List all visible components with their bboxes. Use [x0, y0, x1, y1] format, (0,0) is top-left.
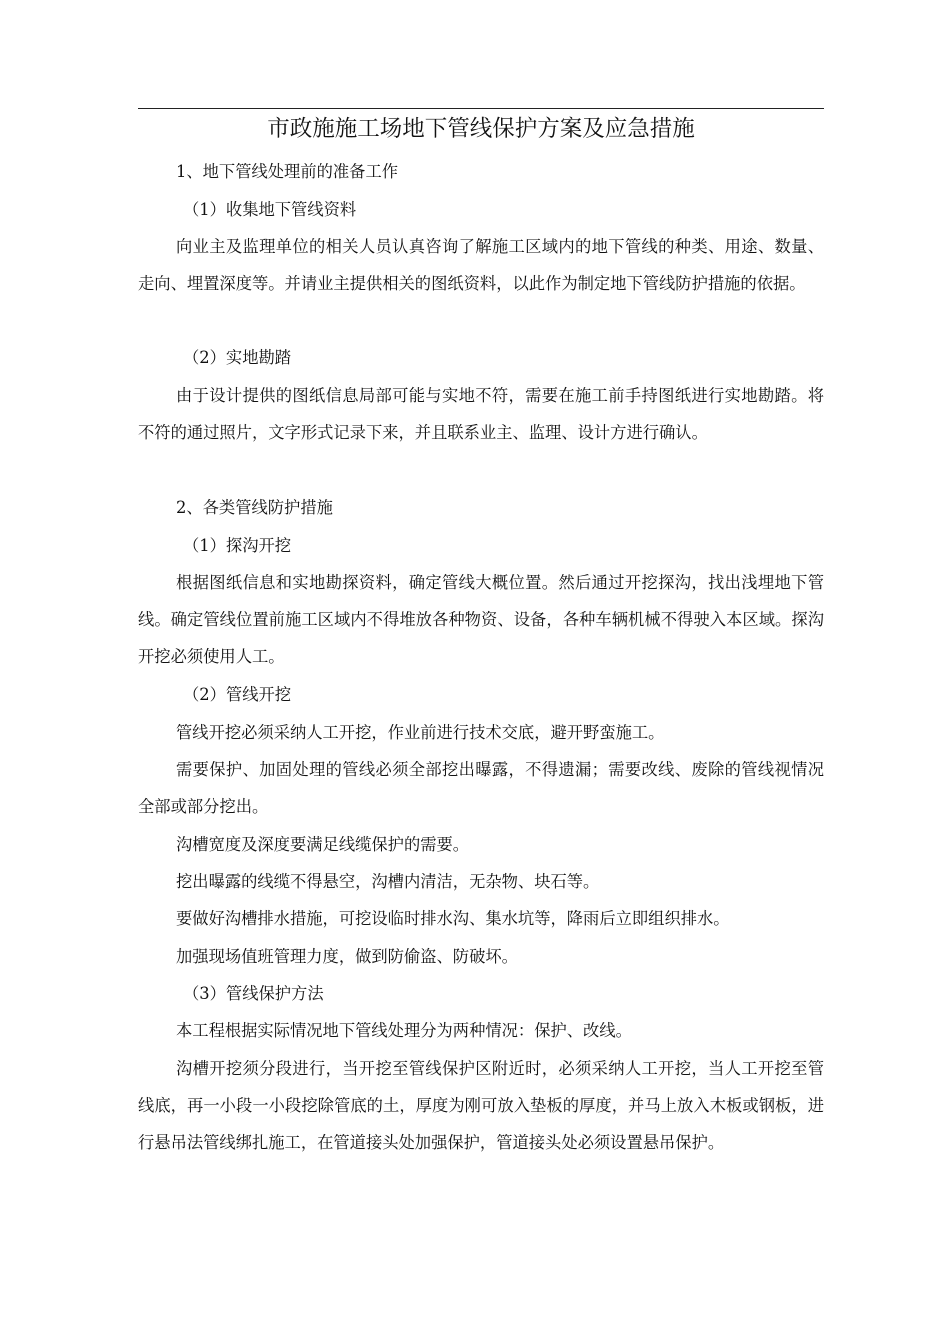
paragraph: 管线开挖必须采纳人工开挖，作业前进行技术交底，避开野蛮施工。: [176, 723, 665, 742]
document-title: 市政施施工场地下管线保护方案及应急措施: [267, 116, 695, 142]
subsection-heading: （1）收集地下管线资料: [183, 200, 357, 219]
paragraph: 沟槽开挖须分段进行，当开挖至管线保护区附近时，必须采纳人工开挖，当人工开挖至管线底，再一小段一小段挖除管底的土，厚度为刚可放入垫板的厚度，并马上放入木板或钢板，进行悬吊法管线绑扎施工，在管道接头处加强保护，管道接头处必须设置悬吊保护。: [138, 1059, 824, 1152]
paragraph: 沟槽宽度及深度要满足线缆保护的需要。: [176, 835, 470, 854]
paragraph: 要做好沟槽排水措施，可挖设临时排水沟、集水坑等，降雨后立即组织排水。: [176, 909, 730, 928]
paragraph: 本工程根据实际情况地下管线处理分为两种情况：保护、改线。: [176, 1021, 632, 1040]
subsection-heading: （3）管线保护方法: [183, 984, 324, 1003]
paragraph: 由于设计提供的图纸信息局部可能与实地不符，需要在施工前手持图纸进行实地勘踏。将不符的通过照片，文字形式记录下来，并且联系业主、监理、设计方进行确认。: [138, 386, 824, 442]
paragraph: 挖出曝露的线缆不得悬空，沟槽内清洁，无杂物、块石等。: [176, 872, 600, 891]
header-rule: [138, 108, 824, 109]
section-heading: 1、地下管线处理前的准备工作: [176, 162, 399, 181]
paragraph: 加强现场值班管理力度，做到防偷盗、防破坏。: [176, 947, 518, 966]
subsection-heading: （2）管线开挖: [183, 685, 292, 704]
section-heading: 2、各类管线防护措施: [176, 498, 333, 517]
paragraph: 根据图纸信息和实地勘探资料，确定管线大概位置。然后通过开挖探沟，找出浅埋地下管线。确定管线位置前施工区域内不得堆放各种物资、设备，各种车辆机械不得驶入本区域。探沟开挖必须使用人工。: [138, 573, 824, 666]
subsection-heading: （2）实地勘踏: [183, 348, 292, 367]
paragraph: 需要保护、加固处理的管线必须全部挖出曝露，不得遗漏；需要改线、废除的管线视情况全部或部分挖出。: [138, 760, 824, 816]
subsection-heading: （1）探沟开挖: [183, 536, 292, 555]
paragraph: 向业主及监理单位的相关人员认真咨询了解施工区域内的地下管线的种类、用途、数量、走向、埋置深度等。并请业主提供相关的图纸资料，以此作为制定地下管线防护措施的依据。: [138, 237, 824, 293]
